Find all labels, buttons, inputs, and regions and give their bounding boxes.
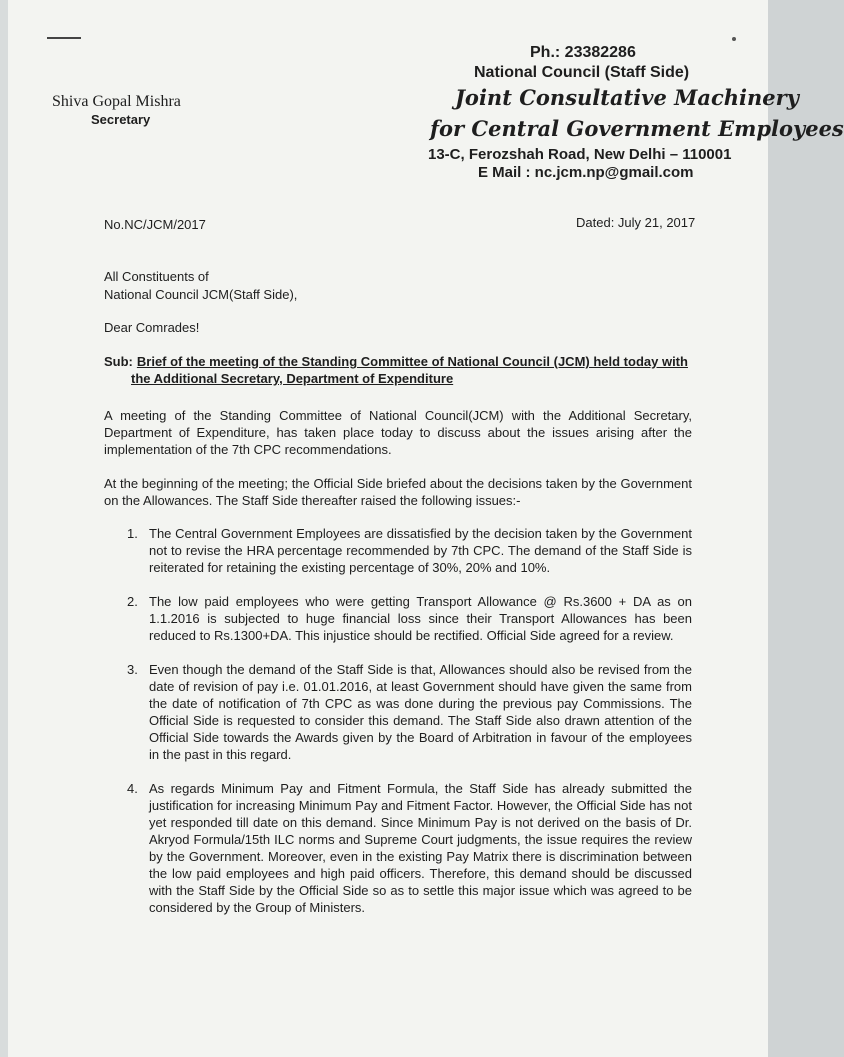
- list-item: [114, 780, 692, 916]
- sender-designation: Secretary: [91, 112, 151, 127]
- phone-number: Ph.: 23382286: [530, 44, 636, 61]
- list-item: [114, 661, 692, 763]
- subject-prefix: Sub:: [104, 354, 133, 369]
- list-item-text: The low paid employees who were getting Transport Allowance @ Rs.3600 + DA as on 1.1.2016 is subjected to huge financial loss since their Transport Allowances has been reduced to Rs.1300+DA. This injustice should be rectified. Official Side agreed for a review.: [149, 594, 692, 643]
- list-item-text: Even though the demand of the Staff Side is that, Allowances should also be revised from the date of revision of pay i.e. 01.01.2016, at least Government should have given the same from the date of notification of 7th CPC as was done during the previous pay Commissions. The Official Side is requested to consider this demand. The Staff Side also drawn attention of the Official Side towards the Awards given by the Board of Arbitration in favour of the employees in the past in this regard.: [149, 662, 692, 762]
- list-item: [114, 593, 692, 644]
- salutation: Dear Comrades!: [104, 320, 200, 335]
- recipient-line-1: All Constituents of: [104, 269, 209, 284]
- list-item: [114, 525, 692, 576]
- list-item-number: 4.: [127, 781, 138, 796]
- context-paragraph: At the beginning of the meeting; the Official Side briefed about the decisions taken by the Government on the Allowances. The Staff Side thereafter raised the following issues:-: [104, 476, 692, 508]
- list-item-number: 1.: [127, 526, 138, 541]
- organization-name: National Council (Staff Side): [474, 64, 690, 81]
- list-item-number: 2.: [127, 594, 138, 609]
- subject: [104, 353, 689, 387]
- recipient-line-2: National Council JCM(Staff Side),: [104, 287, 298, 302]
- sender-name: Shiva Gopal Mishra: [52, 93, 181, 110]
- issues-list: [114, 525, 692, 933]
- letter-date: Dated: July 21, 2017: [576, 215, 696, 230]
- intro-paragraph: A meeting of the Standing Committee of National Council(JCM) with the Additional Secretary, Department of Expenditure, has taken place today to discuss about the issues arising after the implementation of the 7th CPC recommendations.: [104, 408, 692, 457]
- letterhead-script-line-1: Joint Consultative Machinery: [455, 85, 799, 110]
- pen-mark: [47, 37, 81, 39]
- subject-line-2: the Additional Secretary, Department of Expenditure: [131, 371, 454, 386]
- postal-address: 13-C, Ferozshah Road, New Delhi – 110001: [428, 146, 732, 163]
- list-item-text: As regards Minimum Pay and Fitment Formula, the Staff Side has already submitted the justification for increasing Minimum Pay and Fitment Factor. However, the Official Side has not yet responded till date on this demand. Since Minimum Pay is not derived on the basis of Dr. Akryod Formula/15th ILC norms and Supreme Court judgments, the issue requires the review by the Government. Moreover, even in the existing Pay Matrix there is discrimination between the low paid employees and high paid officers. Therefore, this demand should be discussed with the Staff Side by the Official Side so as to settle this major issue which was agreed to be considered by the Group of Ministers.: [149, 781, 692, 915]
- list-item-number: 3.: [127, 662, 138, 677]
- subject-line-1: Brief of the meeting of the Standing Committee of National Council (JCM) held today with: [136, 354, 688, 369]
- ink-dot: [732, 37, 736, 41]
- email-address: E Mail : nc.jcm.np@gmail.com: [478, 164, 694, 181]
- reference-number: No.NC/JCM/2017: [104, 217, 206, 232]
- letterhead-script-line-2: for Central Government Employees: [430, 116, 844, 141]
- list-item-text: The Central Government Employees are dissatisfied by the decision taken by the Government not to revise the HRA percentage recommended by 7th CPC. The demand of the Staff Side is reiterated for retaining the existing percentage of 30%, 20% and 10%.: [149, 526, 692, 575]
